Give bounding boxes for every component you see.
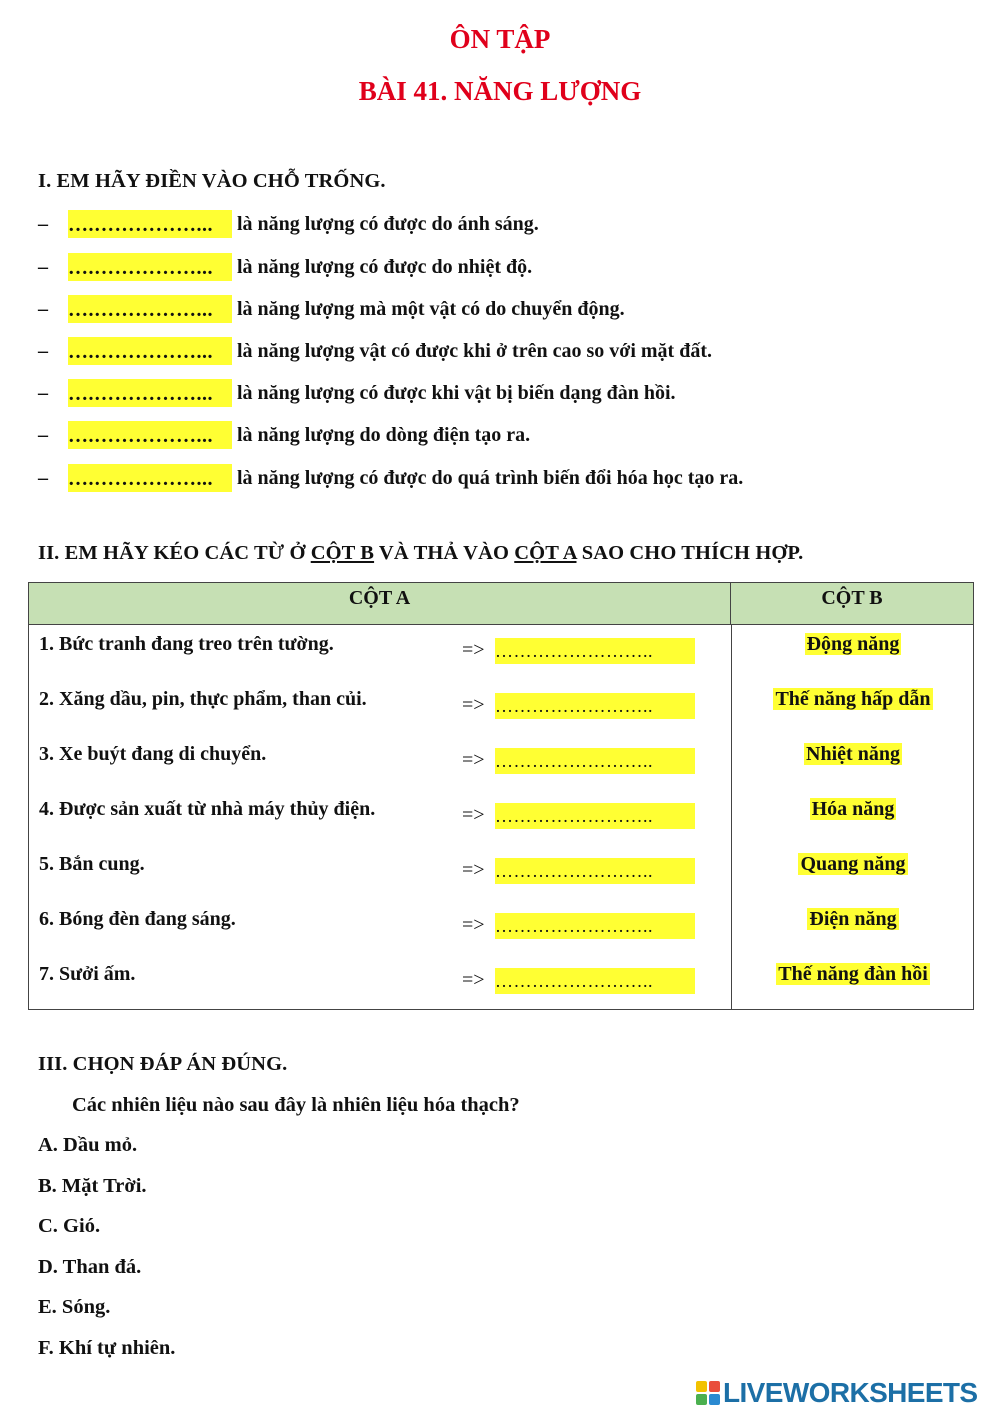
drop-target-blank[interactable]: …………………….. bbox=[495, 693, 695, 719]
arrow-label: => bbox=[462, 969, 485, 991]
fill-item-text: là năng lượng mà một vật có do chuyển động. bbox=[237, 297, 625, 320]
column-b-reference: CỘT B bbox=[310, 542, 375, 564]
fill-blank-input[interactable]: ….……………... bbox=[68, 337, 232, 365]
fill-item bbox=[38, 463, 743, 493]
arrow-label: => bbox=[462, 859, 485, 881]
bullet-dash: – bbox=[38, 423, 48, 446]
fill-item-text: là năng lượng do dòng điện tạo ra. bbox=[237, 423, 531, 446]
bullet-dash: – bbox=[38, 255, 48, 278]
fill-item bbox=[38, 209, 539, 239]
fill-item-text: là năng lượng có được do ánh sáng. bbox=[237, 212, 539, 235]
column-b-item[interactable] bbox=[732, 743, 974, 766]
answer-option[interactable]: D. Than đá. bbox=[38, 1255, 142, 1278]
column-b-item[interactable] bbox=[732, 853, 974, 876]
fill-item bbox=[38, 252, 532, 282]
bullet-dash: – bbox=[38, 381, 48, 404]
column-b-item[interactable] bbox=[732, 688, 974, 711]
fill-item bbox=[38, 294, 625, 324]
column-b-item[interactable] bbox=[732, 633, 974, 656]
fill-blank-input[interactable]: ….……………... bbox=[68, 253, 232, 281]
draggable-word[interactable]: Quang năng bbox=[800, 853, 906, 875]
column-b-item[interactable] bbox=[732, 908, 974, 931]
bullet-dash: – bbox=[38, 339, 48, 362]
fill-blank-input[interactable]: ….……………... bbox=[68, 464, 232, 492]
answer-option[interactable]: F. Khí tự nhiên. bbox=[38, 1336, 176, 1359]
drop-target-blank[interactable]: …………………….. bbox=[495, 748, 695, 774]
arrow-label: => bbox=[462, 914, 485, 936]
logo-square bbox=[709, 1381, 720, 1392]
column-a-item: 3. Xe buýt đang di chuyển. bbox=[39, 743, 267, 765]
fill-blank-input[interactable]: ….……………... bbox=[68, 421, 232, 449]
column-b-item[interactable] bbox=[732, 798, 974, 821]
fill-item-text: là năng lượng có được do quá trình biến đổi hóa học tạo ra. bbox=[237, 466, 744, 489]
fill-blank-input[interactable]: ….……………... bbox=[68, 295, 232, 323]
bullet-dash: – bbox=[38, 466, 48, 489]
arrow-label: => bbox=[462, 639, 485, 661]
column-a-item: 6. Bóng đèn đang sáng. bbox=[39, 908, 236, 930]
column-a-item: 4. Được sản xuất từ nhà máy thủy điện. bbox=[39, 798, 376, 820]
drop-target-blank[interactable]: …………………….. bbox=[495, 968, 695, 994]
fill-item bbox=[38, 378, 676, 408]
fill-item-text: là năng lượng có được do nhiệt độ. bbox=[237, 255, 533, 278]
section-1-heading: I. EM HÃY ĐIỀN VÀO CHỖ TRỐNG. bbox=[38, 170, 386, 192]
fill-item bbox=[38, 336, 712, 366]
drop-target-blank[interactable]: …………………….. bbox=[495, 638, 695, 664]
logo-icon bbox=[696, 1381, 720, 1405]
page-title: ÔN TẬP bbox=[449, 24, 551, 54]
matching-table bbox=[28, 582, 974, 1010]
logo-square bbox=[696, 1394, 707, 1405]
arrow-label: => bbox=[462, 749, 485, 771]
drop-target-blank[interactable]: …………………….. bbox=[495, 913, 695, 939]
logo-square bbox=[709, 1394, 720, 1405]
column-a-header: CỘT A bbox=[29, 583, 731, 625]
logo-text: LIVEWORKSHEETS bbox=[723, 1377, 978, 1408]
draggable-word[interactable]: Hóa năng bbox=[811, 798, 895, 820]
column-a-item: 7. Sưởi ấm. bbox=[39, 963, 136, 985]
draggable-word[interactable]: Động năng bbox=[806, 633, 900, 655]
bullet-dash: – bbox=[38, 297, 48, 320]
draggable-word[interactable]: Nhiệt năng bbox=[806, 743, 900, 765]
logo-square bbox=[696, 1381, 707, 1392]
drop-target-blank[interactable]: …………………….. bbox=[495, 803, 695, 829]
column-a-item: 1. Bức tranh đang treo trên tường. bbox=[39, 633, 334, 655]
draggable-word[interactable]: Thế năng đàn hồi bbox=[778, 963, 928, 985]
answer-option[interactable]: A. Dầu mỏ. bbox=[38, 1134, 138, 1156]
column-a-item: 5. Bắn cung. bbox=[39, 853, 145, 875]
drop-target-blank[interactable]: …………………….. bbox=[495, 858, 695, 884]
draggable-word[interactable]: Thế năng hấp dẫn bbox=[775, 688, 931, 710]
column-b-header: CỘT B bbox=[731, 583, 973, 625]
draggable-word[interactable]: Điện năng bbox=[809, 908, 897, 930]
fill-item-text: là năng lượng vật có được khi ở trên cao so với mặt đất. bbox=[237, 339, 712, 362]
arrow-label: => bbox=[462, 694, 485, 716]
fill-blank-input[interactable]: ….……………... bbox=[68, 210, 232, 238]
answer-option[interactable]: E. Sóng. bbox=[38, 1296, 111, 1318]
bullet-dash: – bbox=[38, 212, 48, 235]
liveworksheets-logo bbox=[696, 1376, 978, 1410]
section-2-heading: II. EM HÃY KÉO CÁC TỪ Ở CỘT B VÀ THẢ VÀO CỘT A SAO CHO THÍCH HỢP. bbox=[38, 542, 804, 564]
arrow-label: => bbox=[462, 804, 485, 826]
column-a-item: 2. Xăng dầu, pin, thực phẩm, than củi. bbox=[39, 688, 367, 710]
answer-option[interactable]: B. Mặt Trời. bbox=[38, 1174, 147, 1197]
section-3-heading: III. CHỌN ĐÁP ÁN ĐÚNG. bbox=[38, 1053, 288, 1075]
fill-item-text: là năng lượng có được khi vật bị biến dạng đàn hồi. bbox=[237, 381, 676, 404]
answer-option[interactable]: C. Gió. bbox=[38, 1215, 101, 1237]
fill-blank-input[interactable]: ….……………... bbox=[68, 379, 232, 407]
column-b-item[interactable] bbox=[732, 963, 974, 986]
column-a-reference: CỘT A bbox=[514, 542, 577, 564]
question-text: Các nhiên liệu nào sau đây là nhiên liệu hóa thạch? bbox=[72, 1094, 520, 1116]
lesson-title: BÀI 41. NĂNG LƯỢNG bbox=[358, 76, 642, 106]
fill-item bbox=[38, 420, 530, 450]
